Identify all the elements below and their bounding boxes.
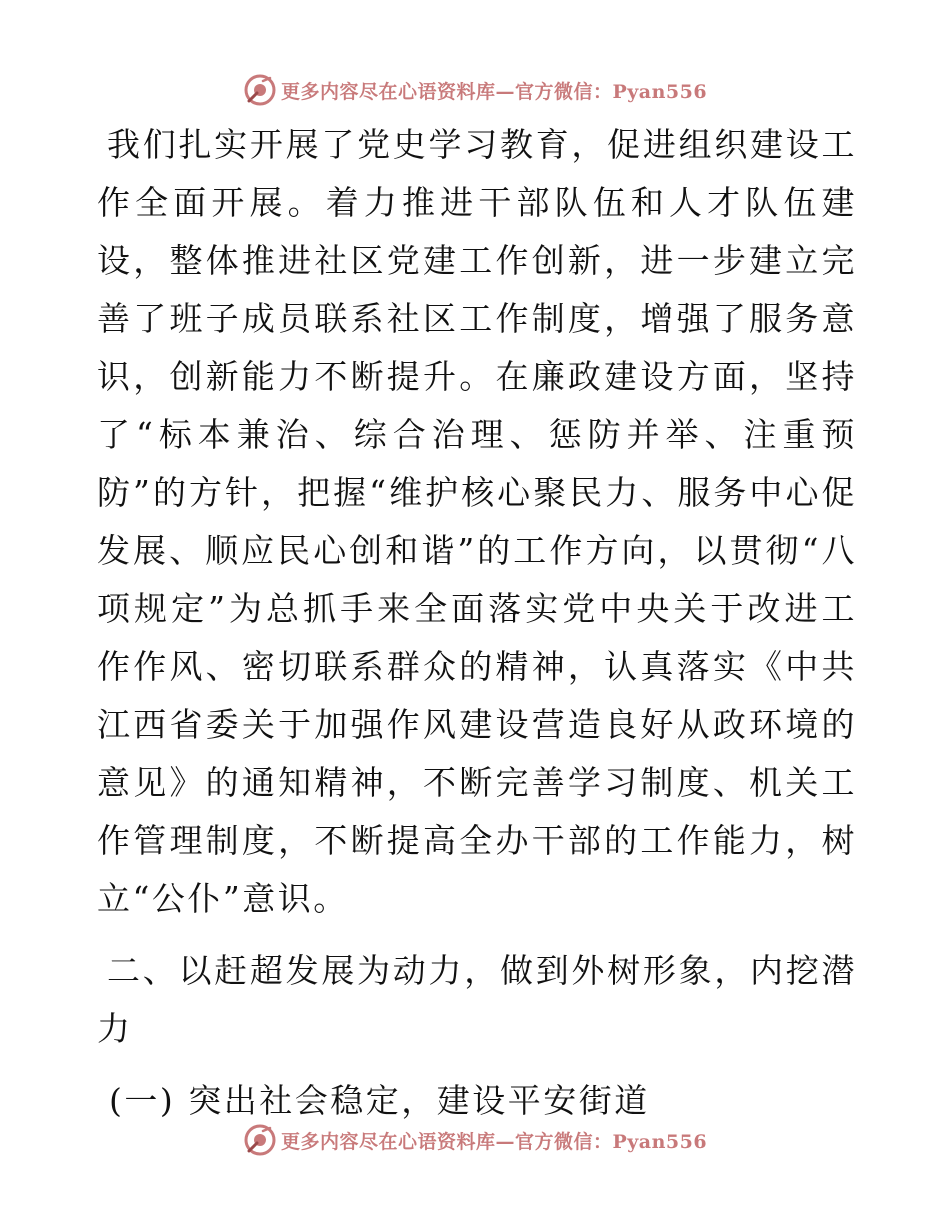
subsection-heading: (一) 突出社会稳定，建设平安街道 — [109, 1081, 650, 1120]
watermark-footer — [0, 1120, 950, 1160]
logo-icon — [243, 73, 277, 107]
watermark-header — [0, 70, 950, 110]
watermark-text: 更多内容尽在心语资料库—官方微信：Pyan556 — [280, 1130, 708, 1153]
section-heading: 二、以赶超发展为动力，做到外树形象，内挖潜力 — [97, 951, 857, 1048]
document-body — [97, 116, 857, 1130]
watermark-text: 更多内容尽在心语资料库—官方微信：Pyan556 — [280, 80, 708, 103]
body-paragraph: 我们扎实开展了党史学习教育，促进组织建设工作全面开展。着力推进干部队伍和人才队伍建设，整体推进社区党建工作创新，进一步建立完善了班子成员联系社区工作制度，增强了服务意识，创新能力不断提升。在廉政建设方面，坚持了“标本兼治、综合治理、惩防并举、注重预防”的方针，把握“维护核心聚民力、服务中心促发展、顺应民心创和谐”的工作方向，以贯彻“八项规定”为总抓手来全面落实党中央关于改进工作作风、密切联系群众的精神，认真落实《中共江西省委关于加强作风建设营造良好从政环境的意见》的通知精神，不断完善学习制度、机关工作管理制度，不断提高全办干部的工作能力，树立“公仆”意识。 — [97, 125, 857, 918]
logo-icon — [243, 1123, 277, 1157]
